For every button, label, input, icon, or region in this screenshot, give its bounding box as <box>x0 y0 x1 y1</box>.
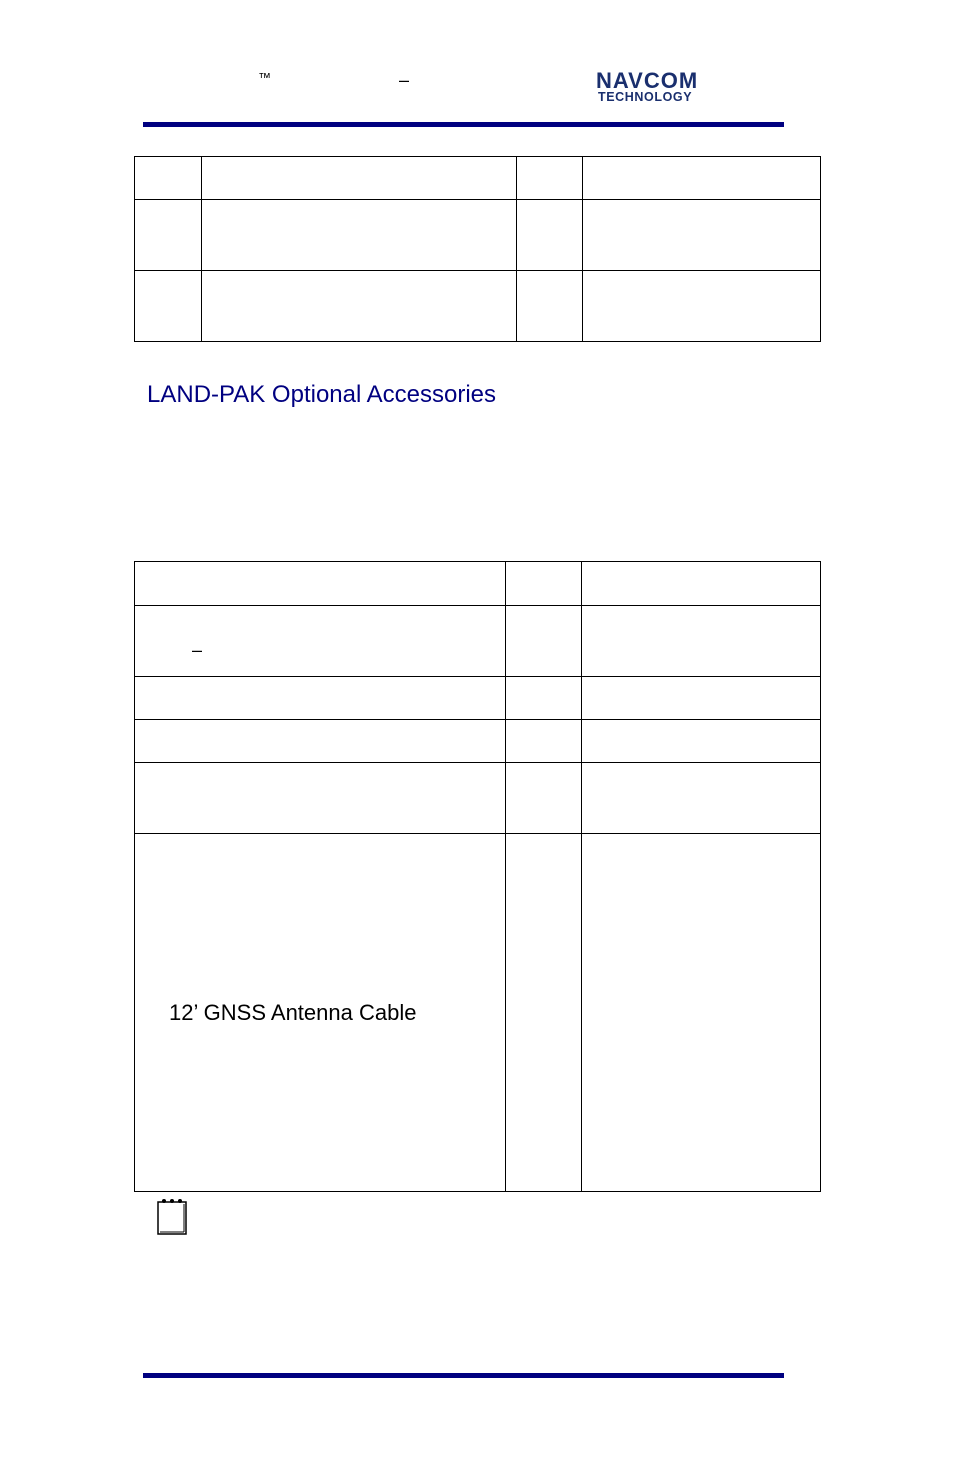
table-cell <box>582 606 821 677</box>
table-cell <box>582 720 821 763</box>
table-row <box>135 200 821 271</box>
notepad-icon <box>154 1196 190 1236</box>
header-rule <box>143 122 784 127</box>
table-cell <box>135 763 506 834</box>
table-cell <box>582 562 821 606</box>
table-cell <box>135 562 506 606</box>
table-cell <box>582 763 821 834</box>
table-cell <box>135 720 506 763</box>
table-cell <box>517 271 583 342</box>
table-cell <box>135 271 202 342</box>
table-cell <box>135 200 202 271</box>
trademark-symbol: ™ <box>258 70 271 85</box>
top-table <box>134 156 821 342</box>
table-cell <box>506 677 582 720</box>
footer-rule <box>143 1373 784 1378</box>
antenna-cable-label: 12’ GNSS Antenna Cable <box>169 999 417 1025</box>
table-cell <box>202 200 517 271</box>
accessories-table <box>134 561 821 1192</box>
table-row <box>135 562 821 606</box>
table-cell <box>135 677 506 720</box>
table-row <box>135 720 821 763</box>
table-cell <box>517 157 583 200</box>
table-cell <box>582 834 821 1192</box>
table-cell <box>202 157 517 200</box>
table-row <box>135 606 821 677</box>
logo-wordmark: NAVCOM <box>596 68 699 93</box>
table-cell <box>583 200 821 271</box>
table-cell <box>517 200 583 271</box>
table-cell <box>135 157 202 200</box>
navcom-logo <box>594 68 782 104</box>
table-cell <box>583 271 821 342</box>
table-cell <box>506 606 582 677</box>
table-cell <box>202 271 517 342</box>
table-row <box>135 763 821 834</box>
table-row <box>135 271 821 342</box>
table-row <box>135 677 821 720</box>
table-cell <box>583 157 821 200</box>
table-row <box>135 834 821 1192</box>
table-row <box>135 157 821 200</box>
table-cell <box>582 677 821 720</box>
table-cell <box>506 720 582 763</box>
row-dash: – <box>192 639 203 660</box>
logo-subtitle: TECHNOLOGY <box>598 90 693 104</box>
section-title: LAND-PAK Optional Accessories <box>147 381 497 408</box>
header-dash: – <box>399 70 410 90</box>
table-cell <box>506 834 582 1192</box>
table-cell <box>135 834 506 1192</box>
table-cell <box>506 763 582 834</box>
table-cell <box>506 562 582 606</box>
table-cell <box>135 606 506 677</box>
